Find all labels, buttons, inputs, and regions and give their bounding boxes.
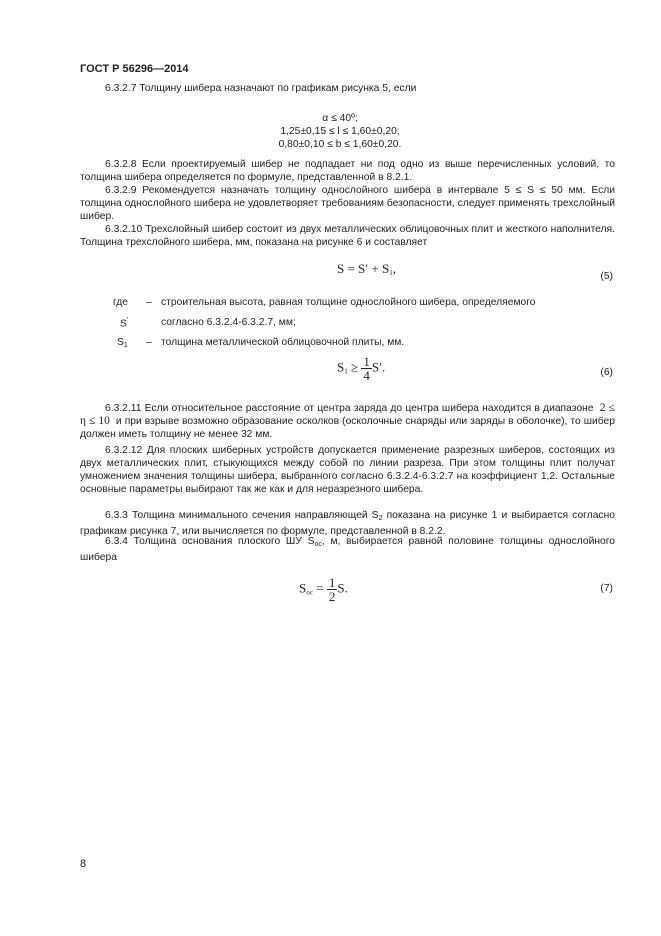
condition-l: 1,25±0,15 ≤ l ≤ 1,60±0,20; [280, 126, 400, 137]
page-number: 8 [80, 858, 87, 870]
legend-s1-symbol: $S_1$ [117, 337, 128, 349]
legend-s1-text: толщина металлической облицовочной плиты, мм. [161, 337, 405, 348]
equation-6-number: (6) [600, 367, 613, 378]
paragraph-6-3-2-11: 6.3.2.11 Если относительное расстояние от центра заряда до центра шибера находится в диапазоне 2 ≤ η ≤ 10 и при взрыве возможно образование осколков (осколочные снаряды или заряды в оболочке), то шибер должен иметь толщину не менее 32 мм. [80, 402, 615, 440]
eta-range: 2 ≤ η ≤ 10 [80, 402, 615, 427]
paragraph-6-3-2-8: 6.3.2.8 Если проектируемый шибер не подпадает ни под одно из выше перечисленных условий, то толщина шибера определяется по формуле, представленной в 8.2.1. [80, 159, 615, 183]
legend-dash-1: – [146, 297, 152, 308]
equation-6-fraction: $\frac{1}{4}$ [363, 354, 370, 383]
equation-5-number: (5) [600, 271, 613, 282]
paragraph-6-3-2-7: 6.3.2.7 Толщину шибера назначают по графикам рисунка 5, если [105, 83, 417, 94]
condition-alpha: α ≤ 40º; [322, 113, 358, 124]
legend-s-prime-text: строительная высота, равная толщине однослойного шибера, определяемого [161, 297, 536, 308]
equation-7: $S_{ос}$ = $\frac{1}{2}$ S. [299, 575, 348, 604]
legend-s-prime-cont: согласно 6.3.2.4-6.3.2.7, мм; [161, 317, 296, 328]
legend-s-prime-symbol: S′ [120, 317, 129, 330]
equation-5-tail: , [392, 261, 396, 276]
conditions-block [220, 112, 460, 151]
document-header: ГОСТ Р 56296—2014 [80, 63, 189, 75]
condition-b: 0,80±0,10 ≤ b ≤ 1,60±0,20. [278, 139, 402, 150]
paragraph-6-3-3: 6.3.3 Толщина минимального сечения направляющей $S_2$ показана на рисунке 1 и выбирается согласно графикам рисунка 7, или вычисляется по формуле, представленной в 8.2.2. [80, 510, 615, 537]
legend-dash-2: – [146, 337, 152, 348]
equation-6: $S_1$ ≥ $\frac{1}{4}$ S′. [337, 354, 386, 383]
paragraph-6-3-2-12: 6.3.2.12 Для плоских шиберных устройств допускается применение разрезных шиберов, состоящих из двух металлических плит, стыкующихся между собой по линии разреза. При этом толщины плит получат умножением значения толщины шибера, выбранного согласно 6.3.2.4-6.3.2.7 на коэффициент 1,2. Остальные основные параметры выбирают так же как и для неразрезного шибера. [80, 445, 615, 495]
equation-7-number: (7) [600, 583, 613, 594]
equation-7-fraction: $\frac{1}{2}$ [328, 575, 336, 604]
equation-5 [337, 261, 396, 277]
legend-where: где [113, 297, 129, 308]
equation-5-lhs: S = S′ + S [337, 261, 390, 276]
paragraph-6-3-4: 6.3.4 Толщина основания плоского ШУ $S_{ос}$, м, выбирается равной половине толщины однослойного шибера [80, 536, 615, 563]
paragraph-6-3-2-10: 6.3.2.10 Трехслойный шибер состоит из двух металлических облицовочных плит и жесткого наполнителя. Толщина трехслойного шибера, мм, показана на рисунке 6 и составляет [80, 224, 615, 248]
paragraph-6-3-2-9: 6.3.2.9 Рекомендуется назначать толщину однослойного шибера в интервале 5 ≤ S ≤ 50 мм. Если толщина однослойного шибера не удовлетворяет требованиям безопасности, следует применять трехслойный шибер. [80, 185, 615, 222]
equation-5-sub: 1 [389, 269, 393, 277]
